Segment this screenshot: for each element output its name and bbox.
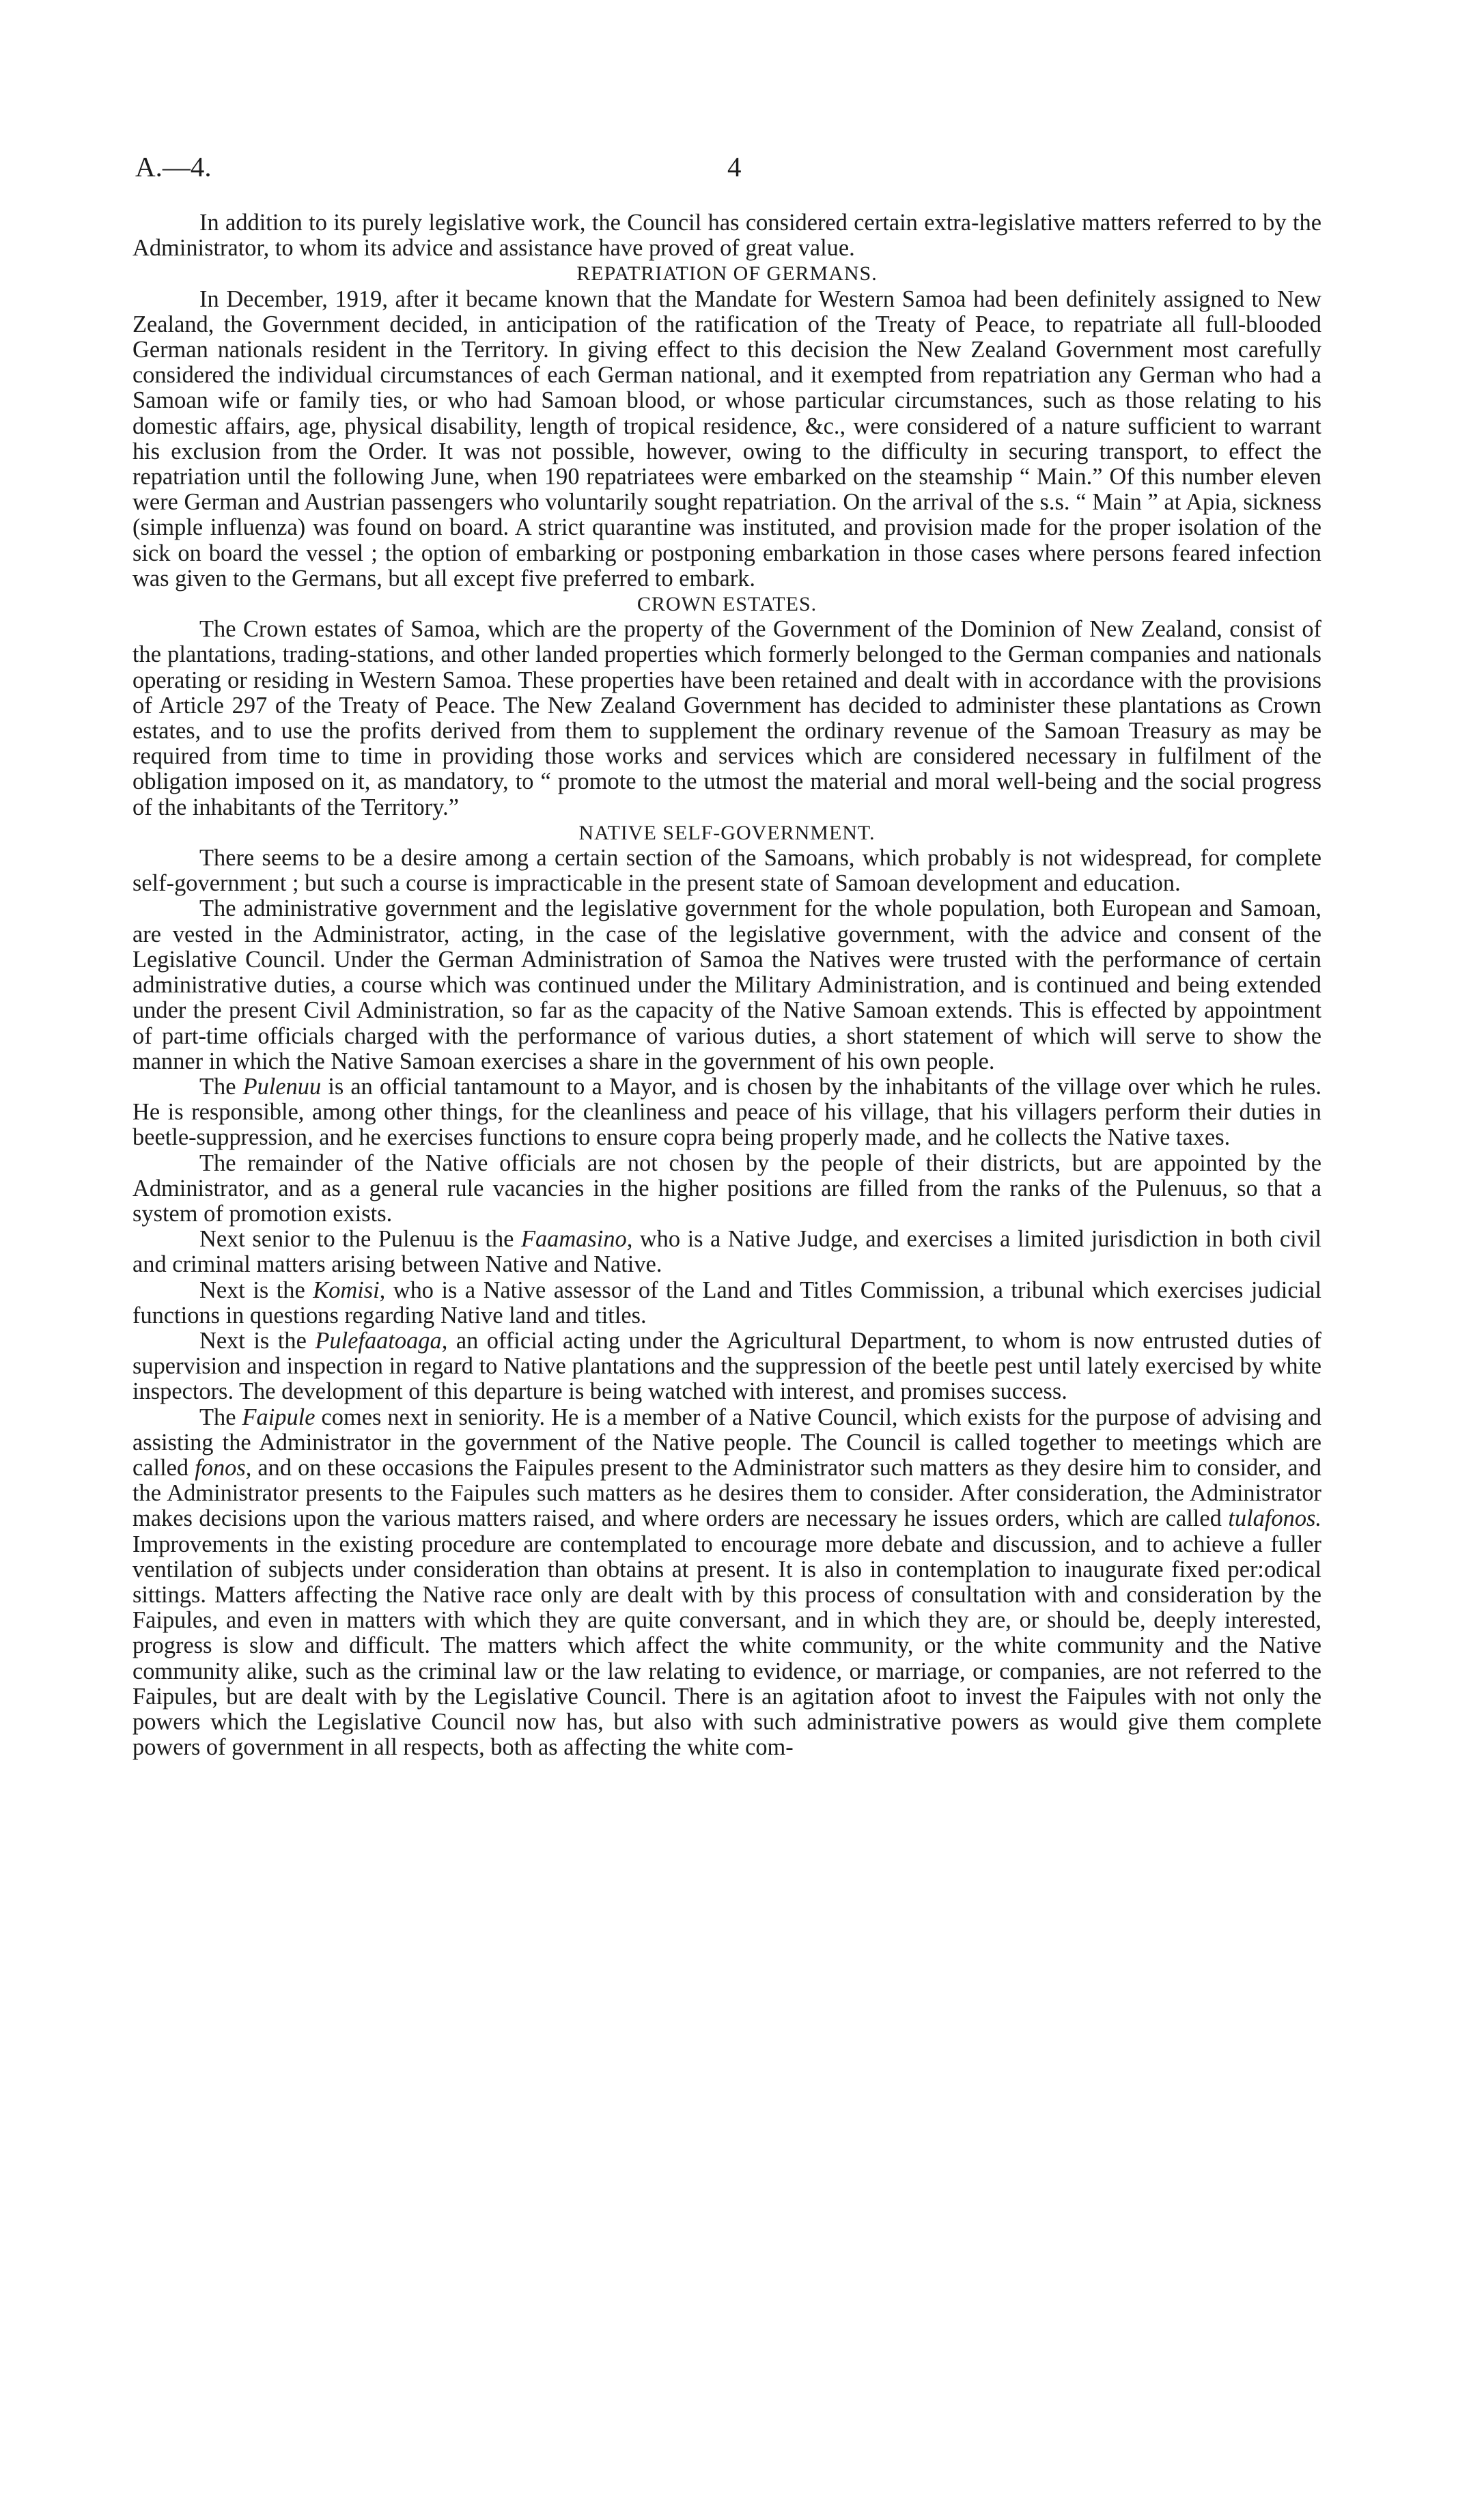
paragraph-faipule: [132, 1405, 1321, 1761]
term-pulefaatoaga: Pulefaatoaga,: [315, 1327, 448, 1354]
term-komisi: Komisi,: [313, 1277, 386, 1303]
paragraph-intro: In addition to its purely legislative work, the Council has considered certain extra-legislative matters referred to by the Administrator, to whom its advice and assistance have proved of great value.: [132, 210, 1321, 262]
paragraph-native-2: The administrative government and the legislative government for the whole population, both European and Samoan, are vested in the Administrator, acting, in the case of the legislative government, with the advice and consent of the Legislative Council. Under the German Administration of Samoa the Natives were trusted with the performance of certain administrative duties, a course which was continued under the Military Administration, and is continued and being extended under the present Civil Administration, so far as the capacity of the Native Samoan extends. This is effected by appointment of part-time officials charged with the performance of various duties, a short statement of which will serve to show the manner in which the Native Samoan exercises a share in the government of his own people.: [132, 895, 1321, 1074]
term-pulenuu: Pulenuu: [242, 1073, 322, 1100]
text-run: Improvements in the existing procedure are contemplated to encourage more debate and discussion, and to achieve a fuller ventilation of subjects under consideration than obtains at present. It is also in contemplation to inaugurate fixed per:odical sittings. Matters affecting the Native race only are dealt with by this process of consultation with and consideration by the Faipules, and even in matters with which they are quite conversant, and in which they are, or should be, deeply interested, progress is slow and difficult. The matters which affect the white community, or the white community and the Native community alike, such as the criminal law or the law relating to evidence, or marriage, or companies, are not referred to the Faipules, but are dealt with by the Legislative Council. There is an agitation afoot to invest the Faipules with not only the powers which the Legislative Council now has, but also with such administrative powers as would give them complete powers of government in all respects, both as affecting the white com-: [132, 1531, 1321, 1761]
paragraph-repatriation: In December, 1919, after it became known that the Mandate for Western Samoa had been definitely assigned to New Zealand, the Government decided, in anticipation of the ratification of the Treaty of Peace, to repatriate all full-blooded German nationals resident in the Territory. In giving effect to this decision the New Zealand Government most carefully considered the individual circumstances of each German national, and it exempted from repatriation any German who had a Samoan wife or family ties, or who had Samoan blood, or whose particular circumstances, such as those relating to his domestic affairs, age, physical disability, length of tropical residence, &c., were considered of a nature sufficient to warrant his exclusion from the Order. It was not possible, however, owing to the difficulty in securing transport, to effect the repatriation until the following June, when 190 repatriatees were embarked on the steamship “ Main.” Of this number eleven were German and Austrian passengers who voluntarily sought repatriation. On the arrival of the s.s. “ Main ” at Apia, sickness (simple influenza) was found on board. A strict quarantine was instituted, and provision made for the proper isolation of the sick on board the vessel ; the option of embarking or postponing embarkation in those cases where persons feared infection was given to the Germans, but all except five preferred to embark.: [132, 285, 1321, 591]
heading-repatriation: REPATRIATION OF GERMANS.: [576, 262, 878, 285]
text-run: who is a Native Judge, and exercises a limited jurisdiction in both civil and criminal matters arising between Native and Native.: [132, 1226, 1321, 1278]
paragraph-pulenuu: [132, 1074, 1321, 1151]
paragraph-faamasino: [132, 1227, 1321, 1277]
page-number: 4: [727, 151, 742, 182]
text-run: is an official tantamount to a Mayor, and is chosen by the inhabitants of the village over which he rules. He is responsible, among other things, for the cleanliness and peace of his village, that his villagers perform their duties in beetle-suppression, and he exercises functions to ensure copra being properly made, and he collects the Native taxes.: [132, 1073, 1321, 1151]
heading-crown-estates: CROWN ESTATES.: [636, 593, 817, 616]
text-run: Next senior to the Pulenuu is the: [199, 1226, 521, 1253]
page-header: [0, 146, 1484, 187]
term-tulafonos: tulafonos.: [1228, 1505, 1321, 1532]
text-run: comes next in seniority. He is a member of a Native Council, which exists for the purpose of advising and assisting the Administrator in the government of the Native people. The Council is called together to meetings which are called: [132, 1404, 1321, 1481]
text-run: Next is the: [199, 1327, 316, 1354]
text-run: and on these occasions the Faipules present to the Administrator such matters as they desire him to consider, and the Administrator presents to the Faipules such matters as he desires them to consider. After consideration, the Administrator makes decisions upon the various matters raised, and where orders are necessary he issues orders, which are called: [132, 1454, 1321, 1532]
text-run: who is a Native assessor of the Land and Titles Commission, a tribunal which exercises judicial functions in questions regarding Native land and titles.: [132, 1277, 1321, 1328]
body-text: [132, 210, 1321, 1760]
paragraph-native-1: There seems to be a desire among a certain section of the Samoans, which probably is not widespread, for complete self-government ; but such a course is impracticable in the present state of Samoan development and education.: [132, 845, 1321, 897]
text-run: The: [199, 1073, 243, 1100]
heading-native-self-government: NATIVE SELF-GOVERNMENT.: [578, 821, 876, 844]
text-run: an official acting under the Agricultural Department, to whom is now entrusted duties of supervision and inspection in regard to Native plantations and the suppression of the beetle pest until lately exercised by white inspectors. The development of this departure is being watched with interest, and promises success.: [132, 1327, 1321, 1405]
paragraph-pulefaatoaga: [132, 1328, 1321, 1405]
term-fonos: fonos,: [195, 1454, 252, 1481]
term-faamasino: Faamasino,: [520, 1226, 633, 1253]
text-run: Next is the: [199, 1277, 313, 1303]
paragraph-komisi: [132, 1278, 1321, 1328]
paragraph-remainder: The remainder of the Native officials are not chosen by the people of their districts, but are appointed by the Administrator, and as a general rule vacancies in the higher positions are filled from the ranks of the Pulenuus, so that a system of promotion exists.: [132, 1150, 1321, 1227]
term-faipule: Faipule: [242, 1404, 316, 1430]
document-reference: A.—4.: [135, 151, 212, 182]
text-run: The: [199, 1404, 242, 1430]
paragraph-crown-estates: The Crown estates of Samoa, which are the property of the Government of the Dominion of New Zealand, consist of the plantations, trading-stations, and other landed properties which formerly belonged to the German companies and nationals operating or residing in Western Samoa. These properties have been retained and dealt with in accordance with the provisions of Article 297 of the Treaty of Peace. The New Zealand Government has decided to administer these plantations as Crown estates, and to use the profits derived from them to supplement the ordinary revenue of the Samoan Treasury as may be required from time to time in providing those works and services which are considered necessary in fulfilment of the obligation imposed on it, as mandatory, to “ promote to the utmost the material and moral well-being and the social progress of the inhabitants of the Territory.”: [132, 616, 1321, 820]
